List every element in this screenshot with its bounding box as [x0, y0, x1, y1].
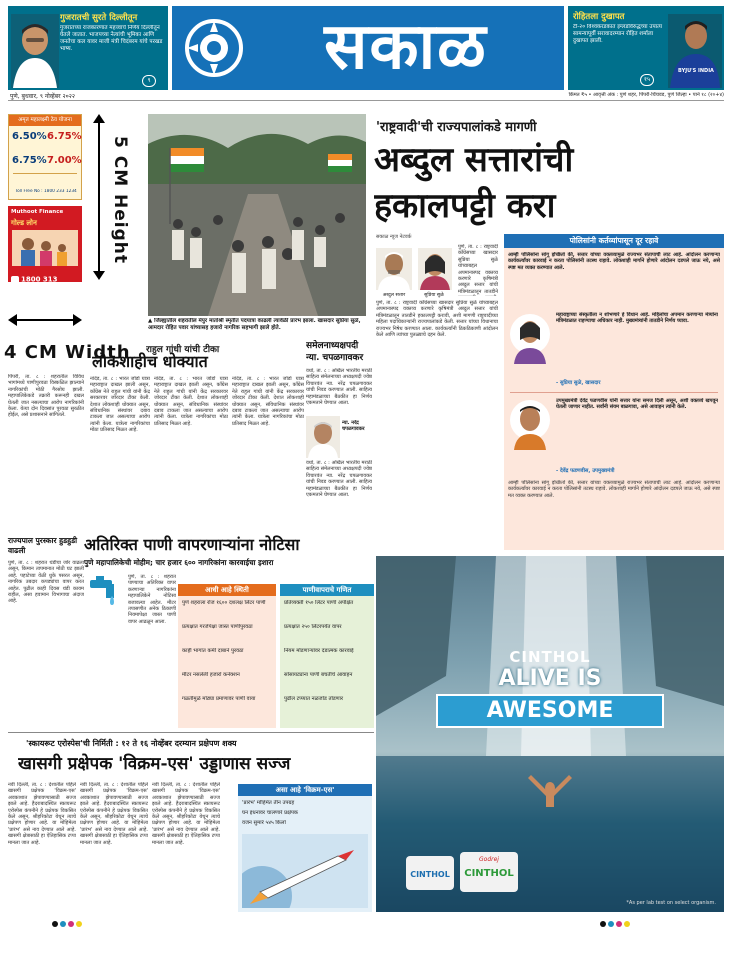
registration-dots-icon	[52, 921, 142, 927]
registration-marks-right	[600, 912, 640, 918]
lead-byline: सकाळ न्यूज नेटवर्क	[376, 234, 412, 240]
deposit-ad[interactable]	[8, 114, 82, 200]
lead-body-col1: पुणे, ता. ८ : राष्ट्रवादी काँग्रेसच्या खासदार सुप्रिया सुळे यांच्याबद्दल अपमानास्पद वक्तव्य करणारे कृषिमंत्री अब्दुल सत्तार यांची मंत्रिमंडळातून तातडीने	[458, 244, 498, 295]
cinthol-tagline-2	[436, 694, 664, 728]
deposit-ad-title: अमृत महालक्ष्मी ठेव योजना	[9, 115, 81, 126]
sattar-photo	[376, 248, 412, 290]
rate-1: 6.50%	[12, 131, 47, 142]
rate-3: 6.75%	[12, 155, 47, 166]
space-body-col3: नवी दिल्ली, ता. ८ : देशातील पहिले खासगी प्रक्षेपक 'विक्रम-एस' अवकाशात झेपावण्यासाठी सज्ज झाले आहे. हैदराबादस्थित स्कायरूट एरोस्पेस कंपनीने हे प्रक्षेपक विकसित केले असून, श्रीहरिकोटा येथून त्याचे प्रक्षेपण होणार आहे. या मोहिमेला 'प्रारंभ' असे नाव देण्यात आले आहे. खासगी क्षेत्रासाठी हा ऐतिहासिक टप्पा मानला जात आहे.	[152, 782, 220, 846]
rally-photo-illustration	[148, 114, 366, 316]
left-column-story1: पिंपरी, ता. ८ : शहरातील विविध भागांमध्ये पाणीपुरवठा विस्कळित झाल्याने नागरिकांची मोठी गैरसोय झाली. महापालिकेकडे तक्रारी करूनही दखल घेतली जात नसल्याचा आरोप नागरिकांनी केला. येत्या दोन दिवसांत पुरवठा सुरळीत होईल, असे प्रशासनाने सांगितले.	[8, 374, 84, 419]
header-right-teaser[interactable]	[568, 6, 724, 90]
notice-box2-item-4: सोसायट्यांना पाणी बचतीचे आवाहन	[284, 672, 353, 678]
notice-box2-item-5: पुढील टप्प्यात नळजोड तोडणार	[284, 696, 344, 702]
waterfall-scene	[376, 556, 724, 912]
notice-box1-item-5: गळतीमुळे मोठ्या प्रमाणावर पाणी वाया	[182, 696, 256, 702]
sidebar-divider	[510, 392, 718, 393]
police-sidebar-header: पोलिसांनी कर्तव्यांपासून दूर रहावे	[504, 234, 724, 248]
space-body-col1: नवी दिल्ली, ता. ८ : देशातील पहिले खासगी प्रक्षेपक 'विक्रम-एस' अवकाशात झेपावण्यासाठी सज्ज झाले आहे. हैदराबादस्थित स्कायरूट एरोस्पेस कंपनीने हे प्रक्षेपक विकसित केले असून, श्रीहरिकोटा येथून त्याचे प्रक्षेपण होणार आहे. या मोहिमेला 'प्रारंभ' असे नाव देण्यात आले आहे. खासगी क्षेत्रासाठी हा ऐतिहासिक टप्पा मानला जात आहे.	[8, 782, 76, 846]
quote2-text: उपमुख्यमंत्री देवेंद्र फडणवीस यांनी सत्तार यांना समज दिली असून, अशी वक्तव्ये खपवून घेतली जाणार नाहीत. सर्वांनी संयम बाळगावा, असे आवाहन त्यांनी केले.	[556, 398, 718, 411]
mid2-photo	[306, 416, 340, 458]
family-illustration	[12, 230, 78, 266]
masthead-title: सकाळ	[324, 9, 488, 84]
quote2-photo	[508, 398, 552, 450]
masthead-emblem	[184, 18, 244, 78]
rocket-image	[242, 834, 368, 908]
quote1-author: - सुप्रिया सुळे, खासदार	[556, 380, 601, 386]
sule-name: सुप्रिया सुळे	[424, 293, 444, 298]
cinthol-logo: CINTHOL	[509, 648, 591, 666]
rate-4: 7.00%	[47, 155, 82, 166]
left-column-story2: पुणे, ता. ८ : शहरात थंडीचा जोर वाढला असून, किमान तापमानात मोठी घट झाली आहे. पहाटेच्या वेळी धुके पसरत असून, नागरिक उबदार कपड्यांचा वापर करत आहेत. पुढील काही दिवस थंडी कायम राहील, असा हवामान विभागाचा अंदाज आहे.	[8, 560, 84, 605]
cinthol-ad[interactable]	[376, 556, 724, 912]
quote1-text: महाराष्ट्राच्या संस्कृतीला न शोभणारे हे विधान आहे. महिलांचा अपमान करणाऱ्या मंत्र्यांना मंत्रिमंडळात राहण्याचा अधिकार नाही. मुख्यमंत्र्यांनी तातडीने निर्णय घ्यावा.	[556, 312, 718, 325]
registration-dots-right-icon	[600, 921, 640, 927]
mid1-title: लोकशाहीच धोक्यात	[92, 352, 208, 371]
lead-title-line1: अब्दुल सत्तारांची	[374, 140, 574, 180]
godrej-logo: Godrej	[479, 856, 499, 863]
space-box-item-3: वजन सुमारे ५४५ किलो	[242, 820, 286, 826]
notice-title: अतिरिक्त पाणी वापरणाऱ्यांना नोटिसा	[84, 535, 300, 554]
water-tap-icon	[88, 574, 124, 608]
judge-illustration	[306, 416, 340, 458]
cinthol-tagline-1: ALIVE IS	[498, 666, 602, 691]
space-box-item-2: घन इंधनावर चालणारे प्रक्षेपक	[242, 810, 298, 816]
space-box-header: असा आहे 'विक्रम-एस'	[238, 784, 372, 796]
registration-marks-left	[52, 912, 142, 918]
teaser-left-page-ref: ९	[142, 75, 156, 87]
deposit-ad-divider	[13, 173, 77, 174]
mid2-body-cont: वर्धा, ता. ८ : अखिल भारतीय मराठी साहित्य संमेलनाच्या अध्यक्षपदी ज्येष्ठ विचारवंत न्या. नरेंद्र चपळगावकर यांची निवड करण्यात आली. साहित्य महामंडळाच्या बैठकीत हा निर्णय एकमताने घेण्यात आला.	[306, 460, 372, 499]
dateline-right: किंमत ₹५ • आवृत्ती अंक : पुणे शहर, पिंपरी-चिंचवड, पुणे जिल्हा • पाने १८ (२०+४)	[568, 92, 724, 98]
header-rule	[8, 100, 724, 101]
notice-box2-header: पाणीवापराचे गणित	[280, 584, 374, 596]
muthoot-phone	[11, 269, 79, 303]
mid2-title: समेलनाध्यक्षपदी न्या. चपळगावकर	[306, 341, 364, 363]
quote1-photo	[508, 312, 552, 364]
teaser-left-title: गुजरातची सुरते दिल्लीतून	[60, 13, 138, 23]
notice-body: पुणे, ता. ८ : शहरात पाण्याचा अतिरिक्त वापर करणाऱ्या नागरिकांना महापालिकेने नोटिसा बजावल्या आहेत. मीटर तपासणीत अनेक ठिकाणी नियमापेक्षा जास्त पाणी वापर आढळून आला.	[128, 574, 176, 625]
faucet-icon	[88, 574, 124, 608]
notice-box1-item-2: प्रत्यक्षात गरजेपेक्षा जास्त पाणीपुरवठा	[182, 624, 253, 630]
sule-illustration	[418, 248, 452, 290]
lead-body-col1-cont: पुणे, ता. ८ : राष्ट्रवादी काँग्रेसच्या खासदार सुप्रिया सुळे यांच्याबद्दल अपमानास्पद वक्तव्य करणारे कृषिमंत्री अब्दुल सत्तार यांची मंत्रिमंडळातून तातडीने हकालपट्टी करावी, अशी मागणी राष्ट्रवादीच्या महिला पदाधिकाऱ्यांनी राज्यपालांकडे केली. सत्तार यांच्या विधानाचा राज्यभर निषेध करण्यात आला. कार्यकर्त्यांनी ठिकठिकाणी आंदोलन केले आणि त्यांच्या पुतळ्याचे दहन केले.	[376, 300, 498, 339]
cricketer-illustration	[668, 14, 722, 88]
notice-subtitle: पुणे महापालिकेची मोहीम; चार हजार ६०० नागरिकांना कारवाईचा इशारा	[84, 558, 274, 567]
notice-box1-header: आधी आहे स्थिती	[178, 584, 276, 596]
rocket-launch-illustration	[242, 834, 368, 908]
mid1-kicker: राहुल गांधी यांची टीका	[146, 345, 220, 355]
space-title: खासगी प्रक्षेपक 'विक्रम-एस' उड्डाणास सज्ज	[18, 754, 291, 774]
space-rule	[8, 732, 374, 733]
notice-box2-item-3: नियम मोडणाऱ्यांवर दंडात्मक कारवाई	[284, 648, 354, 654]
horizontal-arrow-icon	[8, 313, 82, 327]
sattar-name: अब्दुल सत्तार	[382, 293, 406, 298]
rally-photo	[148, 114, 366, 316]
lead-title-line2: हकालपट्टी करा	[374, 186, 556, 226]
deposit-toll-free: Toll Free No : 1800 233 1234	[15, 189, 77, 194]
sattar-illustration	[376, 248, 412, 290]
muthoot-brand: Muthoot Finance	[11, 209, 64, 215]
phone-icon	[11, 276, 19, 284]
sule-photo	[418, 248, 452, 290]
cinthol-tagline-2-text: AWESOME	[486, 698, 614, 723]
notice-box2-item-2: प्रत्यक्षात २५० लिटरपर्यंत वापर	[284, 624, 342, 630]
space-body-col2: नवी दिल्ली, ता. ८ : देशातील पहिले खासगी प्रक्षेपक 'विक्रम-एस' अवकाशात झेपावण्यासाठी सज्ज झाले आहे. हैदराबादस्थित स्कायरूट एरोस्पेस कंपनीने हे प्रक्षेपक विकसित केले असून, श्रीहरिकोटा येथून त्याचे प्रक्षेपण होणार आहे. या मोहिमेला 'प्रारंभ' असे नाव देण्यात आले आहे. खासगी क्षेत्रासाठी हा ऐतिहासिक टप्पा मानला जात आहे.	[80, 782, 148, 846]
notice-box1-item-3: काही भागांत कमी दाबाने पुरवठा	[182, 648, 244, 654]
header-left-teaser[interactable]	[8, 6, 168, 90]
teaser-right-title: रोहितला दुखापत	[573, 12, 625, 22]
mid2-body: वर्धा, ता. ८ : अखिल भारतीय मराठी साहित्य संमेलनाच्या अध्यक्षपदी ज्येष्ठ विचारवंत न्या. नरेंद्र चपळगावकर यांची निवड करण्यात आली. साहित्य महामंडळाच्या बैठकीत हा निर्णय एकमताने घेण्यात आला.	[306, 368, 372, 407]
cinthol-soap-1-label: CINTHOL	[410, 870, 450, 879]
sun-emblem-icon	[184, 18, 244, 78]
person-illustration	[11, 14, 59, 88]
space-kicker: 'स्कायरूट एरोस्पेस'ची निर्मिती : १२ ते १६ नोव्हेंबर दरम्यान प्रक्षेपण शक्य	[26, 739, 237, 748]
jersey-text: BYJU'S INDIA	[678, 68, 714, 74]
quote2-author: - देवेंद्र फडणवीस, उपमुख्यमंत्री	[556, 468, 615, 474]
teaser-left-body: गुजरातच्या राजकारणात महत्त्वाचे निर्णय दिल्लीतून घेतले जातात. भाजपच्या नेत्यांची भूमिका आणि जनतेचा कल यावर माजी मंत्री चिदंबरम यांचे परखड भाष्य.	[60, 25, 163, 52]
mid1-body-col3: नांदेड, ता. ८ : भारत जोडो यात्रा महाराष्ट्रात दाखल झाली असून, काँग्रेस नेते राहुल गांधी यांनी केंद्र सरकारवर जोरदार टीका केली. देशात लोकशाही धोक्यात असून, संविधानिक संस्थांवर दबाव टाकला जात असल्याचा आरोप त्यांनी केला. यात्रेला नागरिकांचा मोठा प्रतिसाद मिळत आहे.	[232, 376, 304, 427]
notice-box1-item-4: मीटर नसलेली हजारो कनेक्शन	[182, 672, 240, 678]
police-sidebar-body: आम्ही पोलिसांना सांगू इच्छितो की, सत्तार यांच्या वक्तव्यामुळे राज्यभर संतापाची लाट आहे. आंदोलन करणाऱ्या कार्यकर्त्यांवर कारवाई न करता पोलिसांनी तटस्थ राहावे. लोकशाही मार्गाने होणारे आंदोलन दडपले जाऊ नये, असे स्पष्ट मत व्यक्त करण्यात आले.	[508, 252, 720, 271]
teaser-right-page-ref: १५	[640, 74, 654, 86]
police-sidebar-more: आम्ही पोलिसांना सांगू इच्छितो की, सत्तार यांच्या वक्तव्यामुळे राज्यभर संतापाची लाट आहे. आंदोलन करणाऱ्या कार्यकर्त्यांवर कारवाई न करता पोलिसांनी तटस्थ राहावे. लोकशाही मार्गाने होणारे आंदोलन दडपले जाऊ नये, असे स्पष्ट मत व्यक्त करण्यात आले.	[508, 480, 720, 499]
rally-photo-caption: ▲ जिल्ह्यातील शहरांतील मेपुर मातोश्री स्मृतीत पदयात्रा काढली त्यावेळी प्रारंभ झाला. खासदार सुप्रिया सुळे, आमदार रोहित पवार यांच्यासह हजारो नागरिक सहभागी झाले होते.	[148, 318, 361, 331]
teaser-person-photo	[11, 14, 59, 88]
width-annotation-arrow	[8, 312, 82, 326]
cinthol-footer: *As per lab test on select organism.	[626, 900, 716, 906]
mid2-photo-caption: न्या. नरेंद्र चपळगावकर	[342, 420, 365, 433]
width-annotation-text: 4 CM Width	[4, 342, 131, 363]
notice-box1-item-1: पुणे शहराला रोज १६०० दशलक्ष लिटर पाणी	[182, 600, 266, 606]
quote2-person-illustration	[508, 398, 552, 450]
left-story2-title: राज्यपाल पुरस्कार हुडहुडी वाढली	[8, 536, 78, 555]
mid1-body-col1: नांदेड, ता. ८ : भारत जोडो यात्रा महाराष्ट्रात दाखल झाली असून, काँग्रेस नेते राहुल गांधी यांनी केंद्र सरकारवर जोरदार टीका केली. देशात लोकशाही धोक्यात असून, संविधानिक संस्थांवर दबाव टाकला जात असल्याचा आरोप त्यांनी केला. यात्रेला नागरिकांचा मोठा प्रतिसाद मिळत आहे.	[90, 376, 150, 434]
muthoot-phone-number: 1800 313 1212	[11, 275, 58, 303]
teaser-right-body: टी-२० विश्वकरंडकात इंग्लंडविरुद्धच्या उपांत्य सामन्यापूर्वी सरावादरम्यान रोहित शर्माला दुखापत झाली.	[573, 24, 662, 44]
rate-2: 6.75%	[47, 131, 82, 142]
cricketer-photo	[668, 14, 722, 88]
mid1-body-col2: नांदेड, ता. ८ : भारत जोडो यात्रा महाराष्ट्रात दाखल झाली असून, काँग्रेस नेते राहुल गांधी यांनी केंद्र सरकारवर जोरदार टीका केली. देशात लोकशाही धोक्यात असून, संविधानिक संस्थांवर दबाव टाकला जात असल्याचा आरोप त्यांनी केला. यात्रेला नागरिकांचा मोठा प्रतिसाद मिळत आहे.	[154, 376, 228, 427]
height-annotation-text: 5 CM Height	[110, 135, 130, 265]
dateline-left: पुणे, बुधवार, ९ नोव्हेंबर २०२२	[10, 93, 75, 100]
masthead	[172, 6, 564, 90]
muthoot-product: गोल्ड लोन	[11, 219, 37, 227]
space-box-item-1: 'प्रारंभ' मोहिमेत तीन उपग्रह	[242, 800, 295, 806]
height-annotation-label	[100, 128, 140, 276]
notice-box2-item-1: प्रतिव्यक्ती १५० लिटर पाणी अपेक्षित	[284, 600, 354, 606]
lead-kicker: 'राष्ट्रवादी'ची राज्यपालांकडे मागणी	[376, 120, 537, 135]
muthoot-ad[interactable]	[8, 206, 82, 303]
cinthol-soap-2-label: CINTHOL	[464, 868, 514, 879]
quote1-person-illustration	[508, 312, 552, 364]
muthoot-family-image	[12, 230, 78, 266]
